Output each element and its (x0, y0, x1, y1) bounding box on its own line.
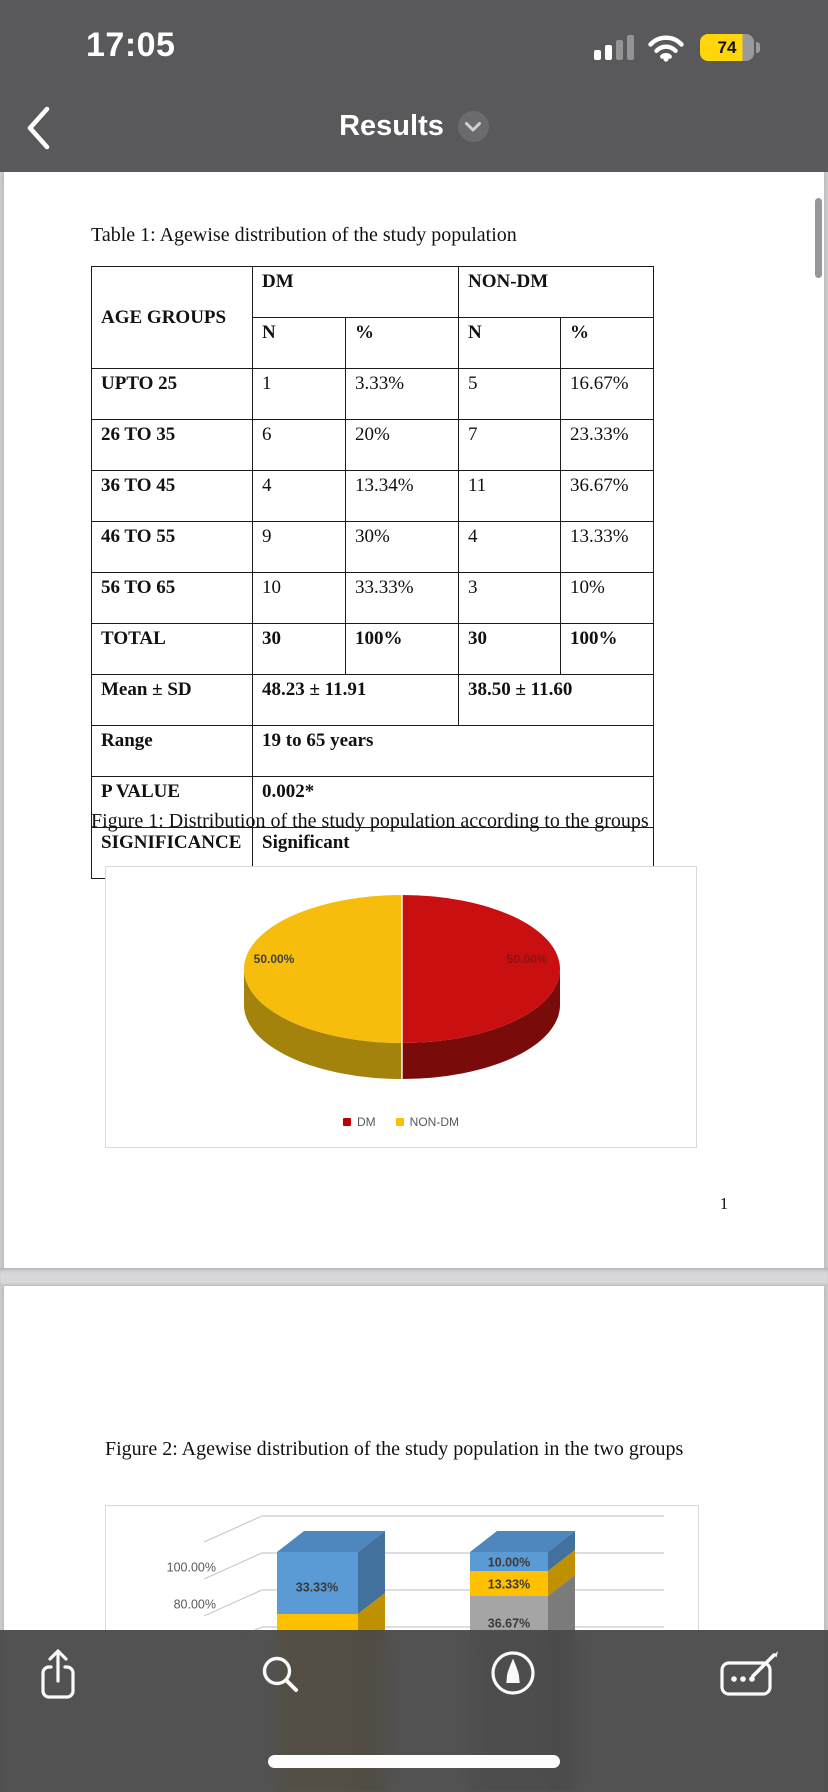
bar-label-nondm-gray: 36.67% (487, 1616, 531, 1631)
cell: 100% (561, 624, 654, 675)
table-row-mean (92, 675, 654, 726)
search-button[interactable] (258, 1652, 302, 1696)
document-viewer[interactable] (0, 172, 828, 1792)
cell: 4 (459, 522, 561, 573)
bottom-toolbar (0, 1630, 828, 1792)
row-label: UPTO 25 (92, 369, 253, 420)
cell: 30 (253, 624, 346, 675)
sub-header: % (346, 318, 459, 369)
cell: 10 (253, 573, 346, 624)
table-header-row-groups (92, 267, 654, 318)
wifi-icon (646, 33, 686, 62)
legend-item-dm (343, 1115, 376, 1129)
bar-label-nondm-yellow: 13.33% (487, 1577, 531, 1592)
status-time: 17:05 (86, 26, 176, 64)
cell: 33.33% (346, 573, 459, 624)
cell: 100% (346, 624, 459, 675)
corner-header: AGE GROUPS (92, 267, 253, 369)
table-row (92, 471, 654, 522)
cell: 38.50 ± 11.60 (459, 675, 654, 726)
document-page-1 (4, 172, 824, 1268)
compose-button[interactable] (717, 1648, 783, 1702)
battery-percent: 74 (717, 37, 737, 57)
row-label: 36 TO 45 (92, 471, 253, 522)
legend-dot-nondm (396, 1118, 404, 1126)
legend-label: DM (357, 1115, 376, 1129)
cell: 7 (459, 420, 561, 471)
bar-label-dm-blue: 33.33% (295, 1580, 339, 1595)
chevron-down-icon (465, 122, 481, 132)
group-header-dm: DM (253, 267, 459, 318)
row-label: 56 TO 65 (92, 573, 253, 624)
row-label: 26 TO 35 (92, 420, 253, 471)
cell: 13.33% (561, 522, 654, 573)
cellular-signal-icon (594, 34, 636, 60)
legend-item-nondm (396, 1115, 459, 1129)
cell: 3.33% (346, 369, 459, 420)
page-number: 1 (719, 1194, 729, 1213)
table-row-range (92, 726, 654, 777)
pen-nib-circle-icon (490, 1649, 536, 1697)
cell: 4 (253, 471, 346, 522)
ytick-100: 100.00% (166, 1560, 216, 1575)
figure1-caption: Figure 1: Distribution of the study population according to the groups (91, 810, 649, 832)
pie-3d-graphic (106, 867, 696, 1147)
table-row (92, 573, 654, 624)
cell: 36.67% (561, 471, 654, 522)
sub-header: N (253, 318, 346, 369)
title-dropdown-button[interactable] (458, 111, 489, 142)
cell: 3 (459, 573, 561, 624)
cell: 11 (459, 471, 561, 522)
nav-title-row (0, 110, 828, 143)
cell: 10% (561, 573, 654, 624)
cell: 30% (346, 522, 459, 573)
table-row (92, 369, 654, 420)
ytick-80: 80.00% (173, 1597, 216, 1612)
row-label: SIGNIFICANCE (92, 828, 253, 879)
battery-indicator (700, 34, 754, 61)
cell: 16.67% (561, 369, 654, 420)
cell: 9 (253, 522, 346, 573)
pie-label-nondm: 50.00% (253, 952, 295, 966)
cell: 19 to 65 years (253, 726, 654, 777)
sub-header: % (561, 318, 654, 369)
sub-header: N (459, 318, 561, 369)
pie-label-dm: 50.00% (506, 952, 548, 966)
cell: 30 (459, 624, 561, 675)
top-chrome (0, 0, 828, 172)
compose-icon (717, 1648, 783, 1702)
legend-label: NON-DM (409, 1115, 459, 1129)
cell: 13.34% (346, 471, 459, 522)
cell: 23.33% (561, 420, 654, 471)
annotate-button[interactable] (490, 1649, 536, 1697)
group-header-nondm: NON-DM (459, 267, 654, 318)
table-row (92, 522, 654, 573)
row-label: 46 TO 55 (92, 522, 253, 573)
table-title: Table 1: Agewise distribution of the study population (91, 224, 517, 246)
age-distribution-table (91, 266, 654, 879)
battery-tip (756, 42, 760, 53)
bar-label-nondm-blue: 10.00% (487, 1555, 531, 1570)
share-icon (36, 1646, 80, 1704)
share-button[interactable] (36, 1646, 80, 1704)
table-row (92, 420, 654, 471)
search-icon (259, 1653, 301, 1695)
figure1-pie-chart (105, 866, 697, 1148)
figure2-caption: Figure 2: Agewise distribution of the study population in the two groups (105, 1438, 684, 1460)
page-title: Results (339, 110, 444, 142)
cell: Significant (253, 828, 654, 879)
cell: 0.002* (253, 777, 654, 828)
cell: 6 (253, 420, 346, 471)
cell: 1 (253, 369, 346, 420)
row-label: Mean ± SD (92, 675, 253, 726)
row-label: Range (92, 726, 253, 777)
cell: 5 (459, 369, 561, 420)
legend-dot-dm (343, 1118, 351, 1126)
scrollbar-thumb[interactable] (815, 198, 822, 278)
pie-legend (106, 1115, 696, 1129)
page-gap (0, 1268, 828, 1286)
cell: 20% (346, 420, 459, 471)
home-indicator[interactable] (268, 1755, 560, 1768)
table-row-total (92, 624, 654, 675)
row-label: P VALUE (92, 777, 253, 828)
row-label: TOTAL (92, 624, 253, 675)
cell: 48.23 ± 11.91 (253, 675, 459, 726)
